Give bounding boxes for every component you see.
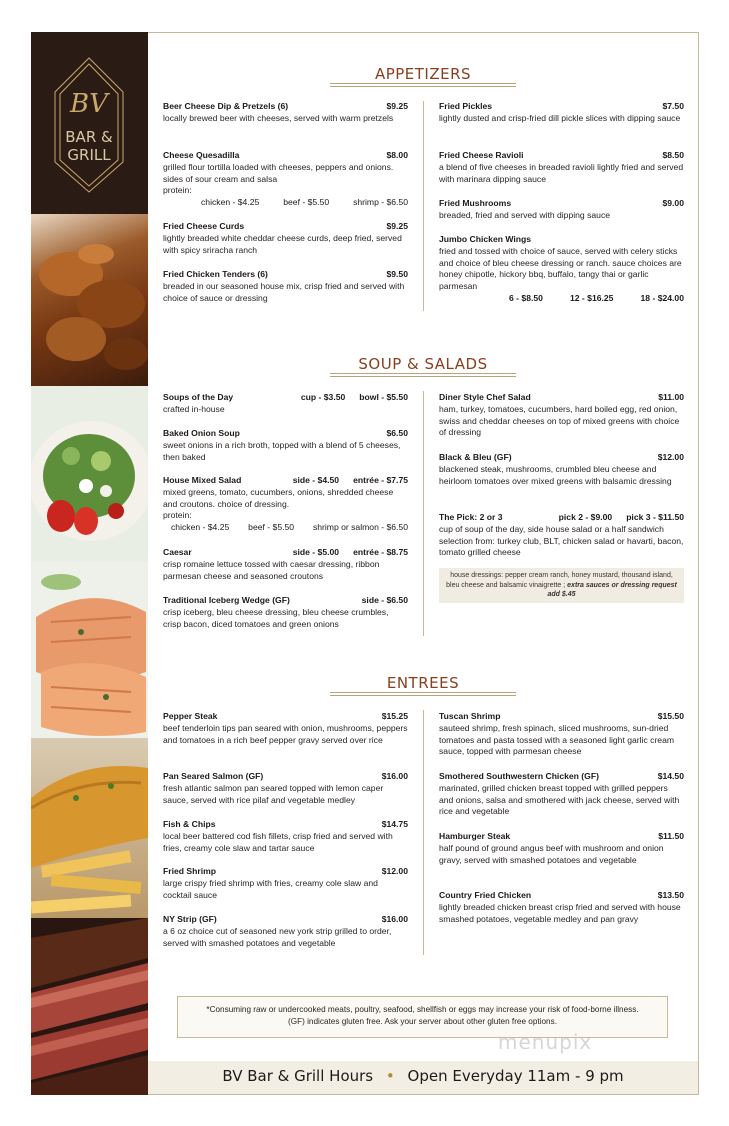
menu-item: Smothered Southwestern Chicken (GF) $14.50 marinated, grilled chicken breast topped with grilled peppers and onions, salsa and smothered with jack cheese, served with rice and vegetable: [439, 771, 684, 817]
hours-separator: •: [385, 1067, 395, 1085]
section-title-appetizers: APPETIZERS: [374, 65, 472, 83]
menu-item: Fried Mushrooms $9.00 breaded, fried and served with dipping sauce: [439, 198, 684, 220]
menu-content: [148, 33, 698, 1063]
appetizers-divider: [423, 101, 424, 311]
steak-photo: [31, 918, 148, 1095]
entrees-divider: [423, 710, 424, 955]
logo-line1: BAR &: [65, 128, 113, 146]
section-title-soups: SOUP & SALADS: [358, 355, 488, 373]
menu-item: Tuscan Shrimp $15.50 sauteed shrimp, fresh spinach, sliced mushrooms, sun-dried tomatoes and pasta tossed with a seasoned light garlic cream sauce, topped with parmesan cheese: [439, 711, 684, 757]
menu-item: House Mixed Salad side - $4.50 entrée - $7.75 mixed greens, tomato, cucumbers, onions, shredded cheese and croutons. choice of dressing. protein: chicken - $4.25 beef - $5.50 shrimp or salmon - $6.50: [163, 475, 408, 533]
menu-item: Diner Style Chef Salad $11.00 ham, turkey, tomatoes, cucumbers, hard boiled egg, red onion, swiss and cheddar cheeses on top of mixed greens with choice of dressing: [439, 392, 684, 438]
menu-item: Fried Shrimp $12.00 large crispy fried shrimp with fries, creamy cole slaw and cocktail sauce: [163, 866, 408, 900]
section-title-entrees: ENTREES: [386, 674, 460, 692]
menu-item: Jumbo Chicken Wings fried and tossed with choice of sauce, served with celery sticks and choice of bleu cheese dressing or ranch. sauce choices are honey chipotle, hickory bbq, buffalo, tangy thai or garlic parmesan 6 - $8.50 12 - $16.25 18 - $24.00: [439, 234, 684, 303]
photo-sidebar: [31, 32, 148, 1095]
menu-item: Country Fried Chicken $13.50 lightly breaded chicken breast crisp fried and served with house smashed potatoes, vegetable medley and pan gravy: [439, 890, 684, 924]
menu-item: Fried Chicken Tenders (6) $9.50 breaded in our seasoned house mix, crisp fried and served with choice of sauce or dressing: [163, 269, 408, 303]
salmon-photo: [31, 562, 148, 738]
menu-item: Baked Onion Soup $6.50 sweet onions in a rich broth, topped with a blend of 5 cheeses, then baked: [163, 428, 408, 462]
notice-line1: *Consuming raw or undercooked meats, poultry, seafood, shellfish or eggs may increase your risk of food-borne illness.: [206, 1005, 639, 1014]
menu-item: NY Strip (GF) $16.00 a 6 oz choice cut of seasoned new york strip grilled to order, served with smashed potatoes and vegetable: [163, 914, 408, 948]
menu-item: Black & Bleu (GF) $12.00 blackened steak, mushrooms, crumbled bleu cheese and heirloom tomatoes over mixed greens with balsamic dressing: [439, 452, 684, 486]
watermark: menupix: [498, 1030, 593, 1054]
menu-item: Cheese Quesadilla $8.00 grilled flour tortilla loaded with cheeses, peppers and onions. sides of sour cream and salsa protein: chicken - $4.25 beef - $5.50 shrimp - $6.50: [163, 150, 408, 208]
menu-item: Traditional Iceberg Wedge (GF) side - $6.50 crisp iceberg, bleu cheese dressing, bleu cheese crumbles, crisp bacon, diced tomatoes and green onions: [163, 595, 408, 629]
allergy-notice: [177, 996, 668, 1038]
menu-item: Caesar side - $5.00 entrée - $8.75 crisp romaine lettuce tossed with caesar dressing, ribbon parmesan cheese and seasoned croutons: [163, 547, 408, 581]
fish-chips-photo: [31, 738, 148, 918]
wings-photo: [31, 214, 148, 386]
soups-divider: [423, 391, 424, 636]
menu-item: Hamburger Steak $11.50 half pound of ground angus beef with mushroom and onion gravy, served with smashed potatoes and vegetable: [439, 831, 684, 865]
dressings-note: house dressings: pepper cream ranch, honey mustard, thousand island, bleu cheese and balsamic vinaigrette ; extra sauces or dressing request add $.45: [439, 568, 684, 603]
menu-item: Pan Seared Salmon (GF) $16.00 fresh atlantic salmon pan seared topped with lemon caper sauce, served with rice pilaf and vegetable medley: [163, 771, 408, 805]
notice-line2: (GF) indicates gluten free. Ask your server about other gluten free options.: [288, 1017, 557, 1026]
hours-label: BV Bar & Grill Hours: [222, 1067, 374, 1085]
entrees-rule: [330, 692, 516, 696]
menu-item: Pepper Steak $15.25 beef tenderloin tips pan seared with onion, mushrooms, peppers and tomatoes in a rich beef pepper gravy served over rice: [163, 711, 408, 745]
menu-item: Fried Pickles $7.50 lightly dusted and crisp-fried dill pickle slices with dipping sauce: [439, 101, 684, 123]
hours-bar: [148, 1061, 698, 1094]
menu-item: Fried Cheese Curds $9.25 lightly breaded white cheddar cheese curds, deep fried, served with spicy sriracha ranch: [163, 221, 408, 255]
logo-monogram: BV: [70, 89, 108, 119]
logo-line2: GRILL: [67, 146, 111, 164]
logo: [31, 32, 148, 214]
menu-item: Beer Cheese Dip & Pretzels (6) $9.25 locally brewed beer with cheeses, served with warm pretzels: [163, 101, 408, 123]
soups-rule: [330, 373, 516, 377]
menu-item: Fried Cheese Ravioli $8.50 a blend of five cheeses in breaded ravioli lightly fried and served with marinara dipping sauce: [439, 150, 684, 184]
salad-photo: [31, 386, 148, 562]
menu-item: Soups of the Day cup - $3.50 bowl - $5.50 crafted in-house: [163, 392, 408, 414]
appetizers-rule: [330, 83, 516, 87]
menu-item: Fish & Chips $14.75 local beer battered cod fish fillets, crisp fried and served with fries, creamy cole slaw and tartar sauce: [163, 819, 408, 853]
menu-item: The Pick: 2 or 3 pick 2 - $9.00 pick 3 - $11.50 cup of soup of the day, side house salad or a half sandwich selection from: turkey club, BLT, chicken salad or havarti, bacon, tomato grilled cheese: [439, 512, 684, 558]
hours-value: Open Everyday 11am - 9 pm: [407, 1067, 624, 1085]
